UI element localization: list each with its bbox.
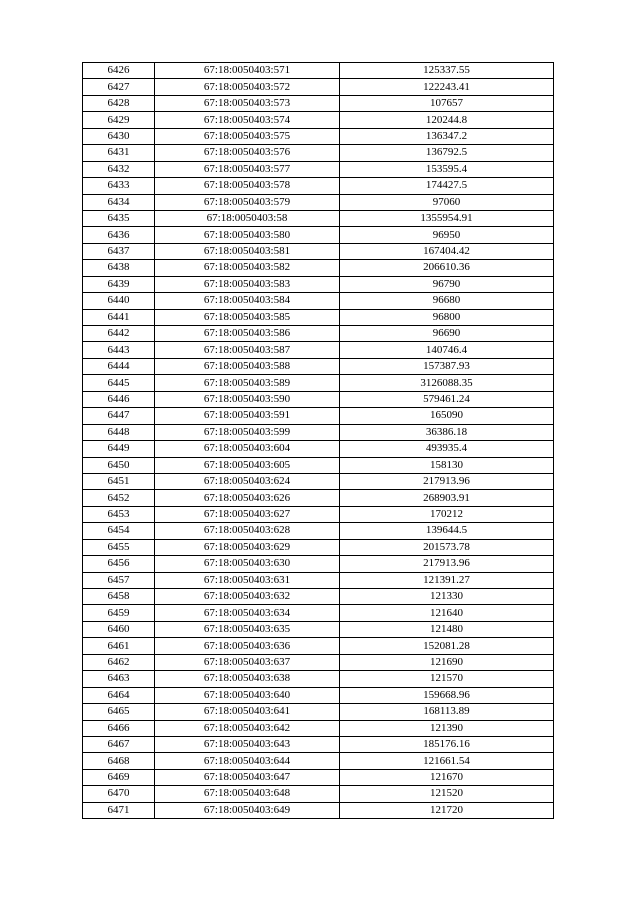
row-number-cell: 6465 xyxy=(83,704,155,720)
cadastral-number-cell: 67:18:0050403:591 xyxy=(155,408,340,424)
cadastral-number-cell: 67:18:0050403:605 xyxy=(155,457,340,473)
cadastral-number-cell: 67:18:0050403:640 xyxy=(155,687,340,703)
row-number-cell: 6439 xyxy=(83,276,155,292)
value-cell: 121391.27 xyxy=(340,572,554,588)
table-row xyxy=(83,161,554,177)
table-row xyxy=(83,276,554,292)
row-number-cell: 6446 xyxy=(83,391,155,407)
cadastral-number-cell: 67:18:0050403:627 xyxy=(155,506,340,522)
cadastral-number-cell: 67:18:0050403:637 xyxy=(155,654,340,670)
row-number-cell: 6443 xyxy=(83,342,155,358)
cadastral-number-cell: 67:18:0050403:582 xyxy=(155,260,340,276)
cadastral-number-cell: 67:18:0050403:632 xyxy=(155,589,340,605)
table-row xyxy=(83,753,554,769)
value-cell: 96690 xyxy=(340,326,554,342)
table-row xyxy=(83,63,554,79)
row-number-cell: 6444 xyxy=(83,358,155,374)
row-number-cell: 6437 xyxy=(83,243,155,259)
value-cell: 122243.41 xyxy=(340,79,554,95)
row-number-cell: 6461 xyxy=(83,638,155,654)
value-cell: 167404.42 xyxy=(340,243,554,259)
value-cell: 121330 xyxy=(340,589,554,605)
cadastral-number-cell: 67:18:0050403:649 xyxy=(155,802,340,818)
value-cell: 168113.89 xyxy=(340,704,554,720)
row-number-cell: 6428 xyxy=(83,95,155,111)
table-row xyxy=(83,572,554,588)
row-number-cell: 6464 xyxy=(83,687,155,703)
cadastral-number-cell: 67:18:0050403:599 xyxy=(155,424,340,440)
value-cell: 121690 xyxy=(340,654,554,670)
table-row xyxy=(83,704,554,720)
value-cell: 121640 xyxy=(340,605,554,621)
table-row xyxy=(83,457,554,473)
value-cell: 140746.4 xyxy=(340,342,554,358)
value-cell: 170212 xyxy=(340,506,554,522)
cadastral-number-cell: 67:18:0050403:626 xyxy=(155,490,340,506)
value-cell: 139644.5 xyxy=(340,523,554,539)
table-row xyxy=(83,309,554,325)
table-row xyxy=(83,589,554,605)
row-number-cell: 6471 xyxy=(83,802,155,818)
table-body xyxy=(83,63,554,819)
row-number-cell: 6441 xyxy=(83,309,155,325)
row-number-cell: 6434 xyxy=(83,194,155,210)
table-row xyxy=(83,687,554,703)
cadastral-number-cell: 67:18:0050403:588 xyxy=(155,358,340,374)
table-row xyxy=(83,473,554,489)
value-cell: 217913.96 xyxy=(340,473,554,489)
cadastral-number-cell: 67:18:0050403:573 xyxy=(155,95,340,111)
cadastral-number-cell: 67:18:0050403:586 xyxy=(155,326,340,342)
row-number-cell: 6430 xyxy=(83,128,155,144)
table-row xyxy=(83,720,554,736)
cadastral-number-cell: 67:18:0050403:628 xyxy=(155,523,340,539)
value-cell: 185176.16 xyxy=(340,736,554,752)
table-row xyxy=(83,79,554,95)
cadastral-number-cell: 67:18:0050403:648 xyxy=(155,786,340,802)
cadastral-number-cell: 67:18:0050403:604 xyxy=(155,441,340,457)
cadastral-number-cell: 67:18:0050403:647 xyxy=(155,769,340,785)
cadastral-number-cell: 67:18:0050403:576 xyxy=(155,145,340,161)
value-cell: 268903.91 xyxy=(340,490,554,506)
cadastral-number-cell: 67:18:0050403:590 xyxy=(155,391,340,407)
value-cell: 121520 xyxy=(340,786,554,802)
table-row xyxy=(83,736,554,752)
row-number-cell: 6450 xyxy=(83,457,155,473)
row-number-cell: 6469 xyxy=(83,769,155,785)
cadastral-number-cell: 67:18:0050403:644 xyxy=(155,753,340,769)
value-cell: 96800 xyxy=(340,309,554,325)
cadastral-number-cell: 67:18:0050403:636 xyxy=(155,638,340,654)
row-number-cell: 6455 xyxy=(83,539,155,555)
table-row xyxy=(83,293,554,309)
cadastral-number-cell: 67:18:0050403:624 xyxy=(155,473,340,489)
table-row xyxy=(83,227,554,243)
cadastral-number-cell: 67:18:0050403:574 xyxy=(155,112,340,128)
row-number-cell: 6466 xyxy=(83,720,155,736)
table-row xyxy=(83,441,554,457)
table-row xyxy=(83,95,554,111)
table-row xyxy=(83,260,554,276)
row-number-cell: 6448 xyxy=(83,424,155,440)
row-number-cell: 6447 xyxy=(83,408,155,424)
cadastral-number-cell: 67:18:0050403:630 xyxy=(155,556,340,572)
row-number-cell: 6457 xyxy=(83,572,155,588)
table-row xyxy=(83,769,554,785)
table-row xyxy=(83,375,554,391)
value-cell: 107657 xyxy=(340,95,554,111)
row-number-cell: 6436 xyxy=(83,227,155,243)
value-cell: 157387.93 xyxy=(340,358,554,374)
table-row xyxy=(83,358,554,374)
cadastral-number-cell: 67:18:0050403:629 xyxy=(155,539,340,555)
value-cell: 174427.5 xyxy=(340,178,554,194)
value-cell: 493935.4 xyxy=(340,441,554,457)
row-number-cell: 6468 xyxy=(83,753,155,769)
value-cell: 121720 xyxy=(340,802,554,818)
table-row xyxy=(83,638,554,654)
table-row xyxy=(83,802,554,818)
table-row xyxy=(83,326,554,342)
value-cell: 96790 xyxy=(340,276,554,292)
table-row xyxy=(83,490,554,506)
value-cell: 136792.5 xyxy=(340,145,554,161)
row-number-cell: 6429 xyxy=(83,112,155,128)
row-number-cell: 6427 xyxy=(83,79,155,95)
table-row xyxy=(83,539,554,555)
row-number-cell: 6433 xyxy=(83,178,155,194)
row-number-cell: 6438 xyxy=(83,260,155,276)
row-number-cell: 6460 xyxy=(83,621,155,637)
cadastral-number-cell: 67:18:0050403:642 xyxy=(155,720,340,736)
row-number-cell: 6470 xyxy=(83,786,155,802)
value-cell: 36386.18 xyxy=(340,424,554,440)
cadastral-number-cell: 67:18:0050403:589 xyxy=(155,375,340,391)
cadastral-number-cell: 67:18:0050403:578 xyxy=(155,178,340,194)
value-cell: 206610.36 xyxy=(340,260,554,276)
row-number-cell: 6463 xyxy=(83,671,155,687)
table-row xyxy=(83,556,554,572)
value-cell: 152081.28 xyxy=(340,638,554,654)
value-cell: 201573.78 xyxy=(340,539,554,555)
cadastral-number-cell: 67:18:0050403:579 xyxy=(155,194,340,210)
row-number-cell: 6426 xyxy=(83,63,155,79)
row-number-cell: 6459 xyxy=(83,605,155,621)
value-cell: 3126088.35 xyxy=(340,375,554,391)
cadastral-number-cell: 67:18:0050403:575 xyxy=(155,128,340,144)
table-row xyxy=(83,654,554,670)
value-cell: 96680 xyxy=(340,293,554,309)
value-cell: 121661.54 xyxy=(340,753,554,769)
table-row xyxy=(83,391,554,407)
row-number-cell: 6462 xyxy=(83,654,155,670)
value-cell: 97060 xyxy=(340,194,554,210)
value-cell: 121570 xyxy=(340,671,554,687)
row-number-cell: 6453 xyxy=(83,506,155,522)
table-row xyxy=(83,605,554,621)
value-cell: 125337.55 xyxy=(340,63,554,79)
row-number-cell: 6432 xyxy=(83,161,155,177)
table-row xyxy=(83,506,554,522)
cadastral-number-cell: 67:18:0050403:641 xyxy=(155,704,340,720)
row-number-cell: 6431 xyxy=(83,145,155,161)
table-row xyxy=(83,424,554,440)
table-row xyxy=(83,145,554,161)
value-cell: 153595.4 xyxy=(340,161,554,177)
value-cell: 96950 xyxy=(340,227,554,243)
value-cell: 579461.24 xyxy=(340,391,554,407)
table-row xyxy=(83,128,554,144)
table-row xyxy=(83,523,554,539)
row-number-cell: 6458 xyxy=(83,589,155,605)
cadastral-number-cell: 67:18:0050403:585 xyxy=(155,309,340,325)
table-row xyxy=(83,408,554,424)
cadastral-number-cell: 67:18:0050403:631 xyxy=(155,572,340,588)
cadastral-number-cell: 67:18:0050403:583 xyxy=(155,276,340,292)
table-row xyxy=(83,112,554,128)
value-cell: 165090 xyxy=(340,408,554,424)
cadastral-number-cell: 67:18:0050403:634 xyxy=(155,605,340,621)
row-number-cell: 6435 xyxy=(83,210,155,226)
value-cell: 1355954.91 xyxy=(340,210,554,226)
table-row xyxy=(83,210,554,226)
table-row xyxy=(83,671,554,687)
cadastral-number-cell: 67:18:0050403:572 xyxy=(155,79,340,95)
cadastral-number-cell: 67:18:0050403:571 xyxy=(155,63,340,79)
cadastral-number-cell: 67:18:0050403:58 xyxy=(155,210,340,226)
table-row xyxy=(83,178,554,194)
table-row xyxy=(83,786,554,802)
table-row xyxy=(83,243,554,259)
row-number-cell: 6442 xyxy=(83,326,155,342)
value-cell: 159668.96 xyxy=(340,687,554,703)
row-number-cell: 6451 xyxy=(83,473,155,489)
row-number-cell: 6454 xyxy=(83,523,155,539)
row-number-cell: 6467 xyxy=(83,736,155,752)
value-cell: 120244.8 xyxy=(340,112,554,128)
cadastral-number-cell: 67:18:0050403:580 xyxy=(155,227,340,243)
cadastral-number-cell: 67:18:0050403:577 xyxy=(155,161,340,177)
cadastral-number-cell: 67:18:0050403:643 xyxy=(155,736,340,752)
value-cell: 217913.96 xyxy=(340,556,554,572)
cadastral-number-cell: 67:18:0050403:635 xyxy=(155,621,340,637)
cadastral-value-table xyxy=(82,62,554,819)
row-number-cell: 6449 xyxy=(83,441,155,457)
value-cell: 158130 xyxy=(340,457,554,473)
cadastral-number-cell: 67:18:0050403:638 xyxy=(155,671,340,687)
row-number-cell: 6445 xyxy=(83,375,155,391)
cadastral-number-cell: 67:18:0050403:584 xyxy=(155,293,340,309)
row-number-cell: 6452 xyxy=(83,490,155,506)
value-cell: 136347.2 xyxy=(340,128,554,144)
value-cell: 121480 xyxy=(340,621,554,637)
row-number-cell: 6456 xyxy=(83,556,155,572)
value-cell: 121390 xyxy=(340,720,554,736)
row-number-cell: 6440 xyxy=(83,293,155,309)
table-row xyxy=(83,194,554,210)
table-row xyxy=(83,621,554,637)
cadastral-number-cell: 67:18:0050403:581 xyxy=(155,243,340,259)
value-cell: 121670 xyxy=(340,769,554,785)
cadastral-number-cell: 67:18:0050403:587 xyxy=(155,342,340,358)
table-row xyxy=(83,342,554,358)
